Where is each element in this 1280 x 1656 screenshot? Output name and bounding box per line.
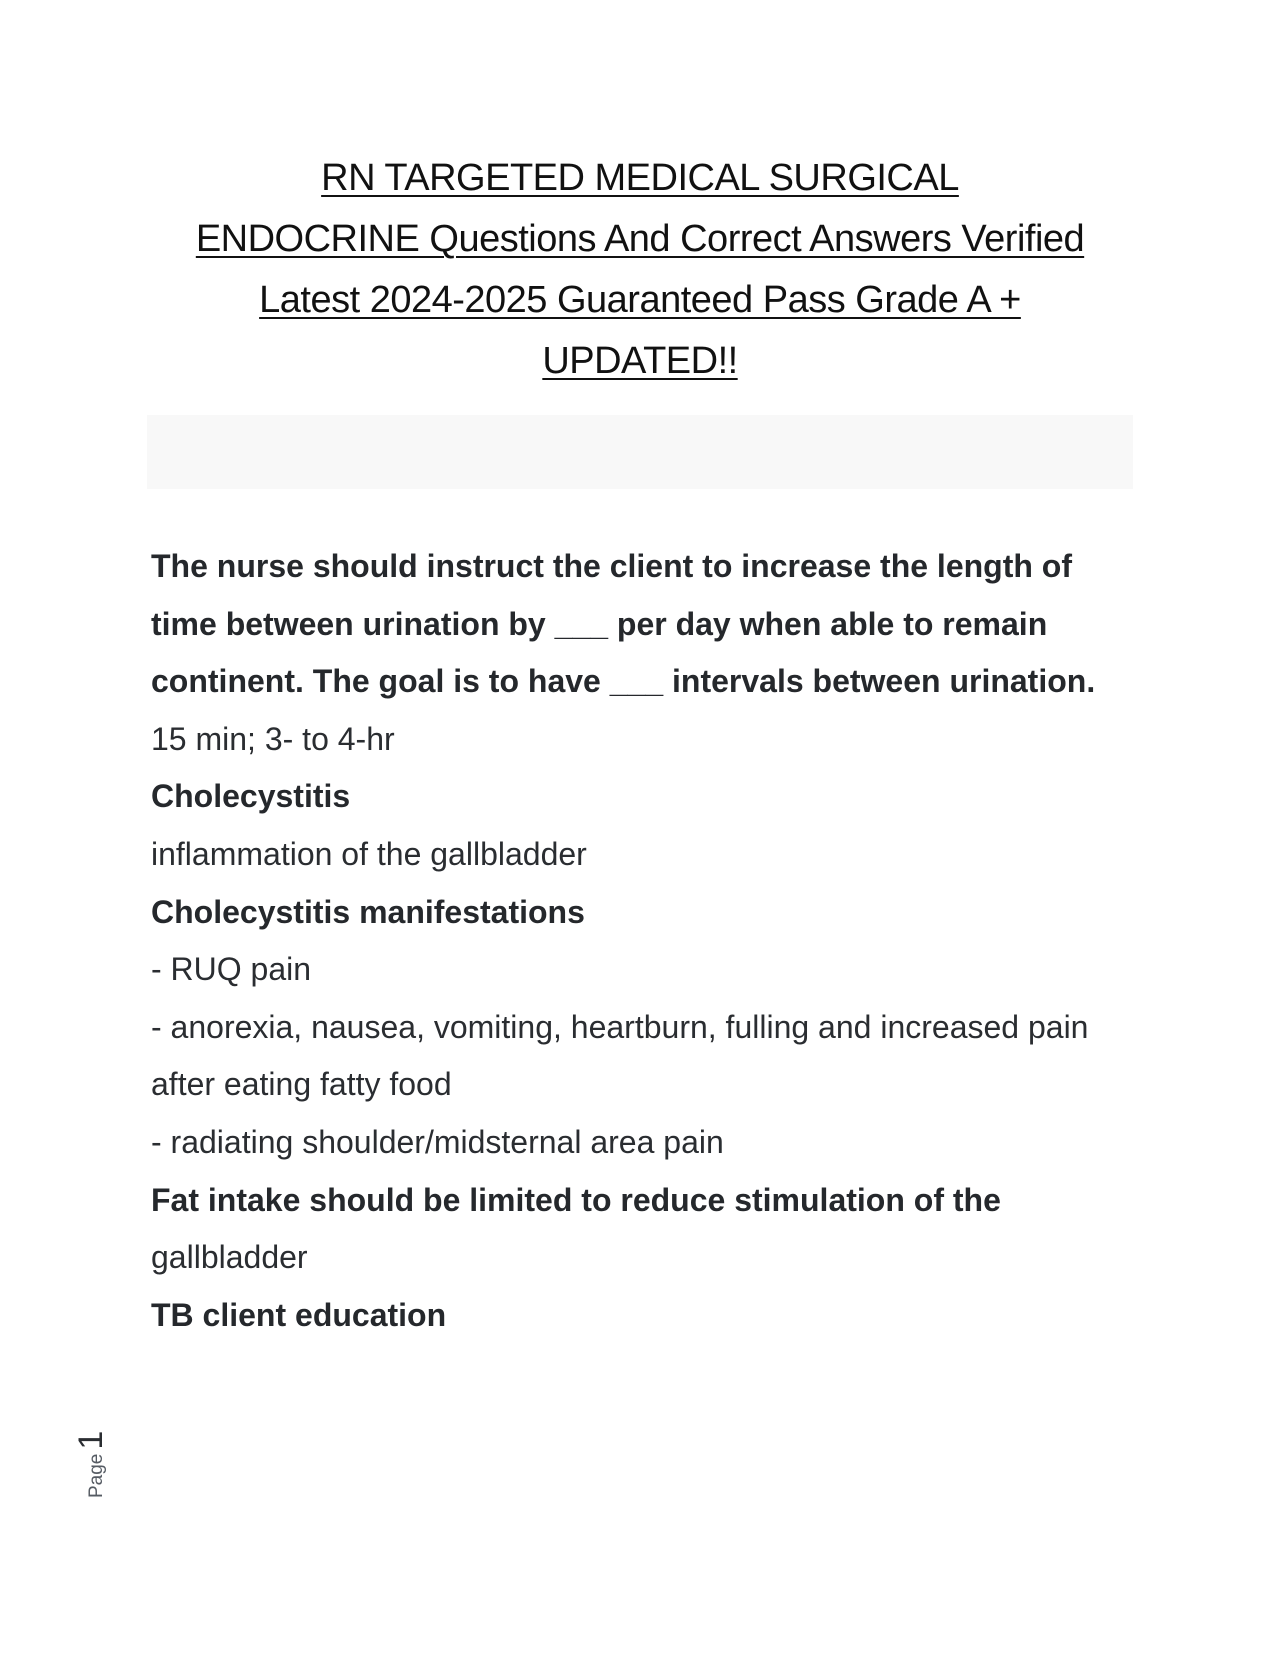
question-text: TB client education [151,1296,447,1333]
title-line-3: Latest 2024-2025 Guaranteed Pass Grade A + [259,279,1021,321]
answer-text: - anorexia, nausea, vomiting, heartburn, fulling and increased pain after eating fatty food [151,1008,1089,1103]
answer-text: inflammation of the gallbladder [151,835,587,872]
page-label: Page [86,1453,107,1498]
question-text: Fat intake should be limited to reduce stimulation of the [151,1181,1001,1218]
page-number: 1 [72,1430,110,1450]
question-text: Cholecystitis [151,778,351,815]
title-line-1: RN TARGETED MEDICAL SURGICAL [321,157,959,199]
question-text: The nurse should instruct the client to increase the length of time between urination by ___ per day when able to remain continent. The goal is to have ___ intervals between urination. [151,548,1096,700]
answer-text: - RUQ pain [151,951,312,988]
answer-text: - radiating shoulder/midsternal area pain [151,1123,724,1160]
page-number-marker [50,1400,130,1520]
question-text: Cholecystitis manifestations [151,893,585,930]
title-line-4: UPDATED!! [542,340,738,382]
answer-text: 15 min; 3- to 4-hr [151,720,395,757]
title-line-2: ENDOCRINE Questions And Correct Answers Verified [195,218,1085,260]
document-title [140,148,1140,392]
blank-banner [147,415,1133,489]
qa-content [151,538,1131,1344]
answer-text: gallbladder [151,1239,308,1276]
